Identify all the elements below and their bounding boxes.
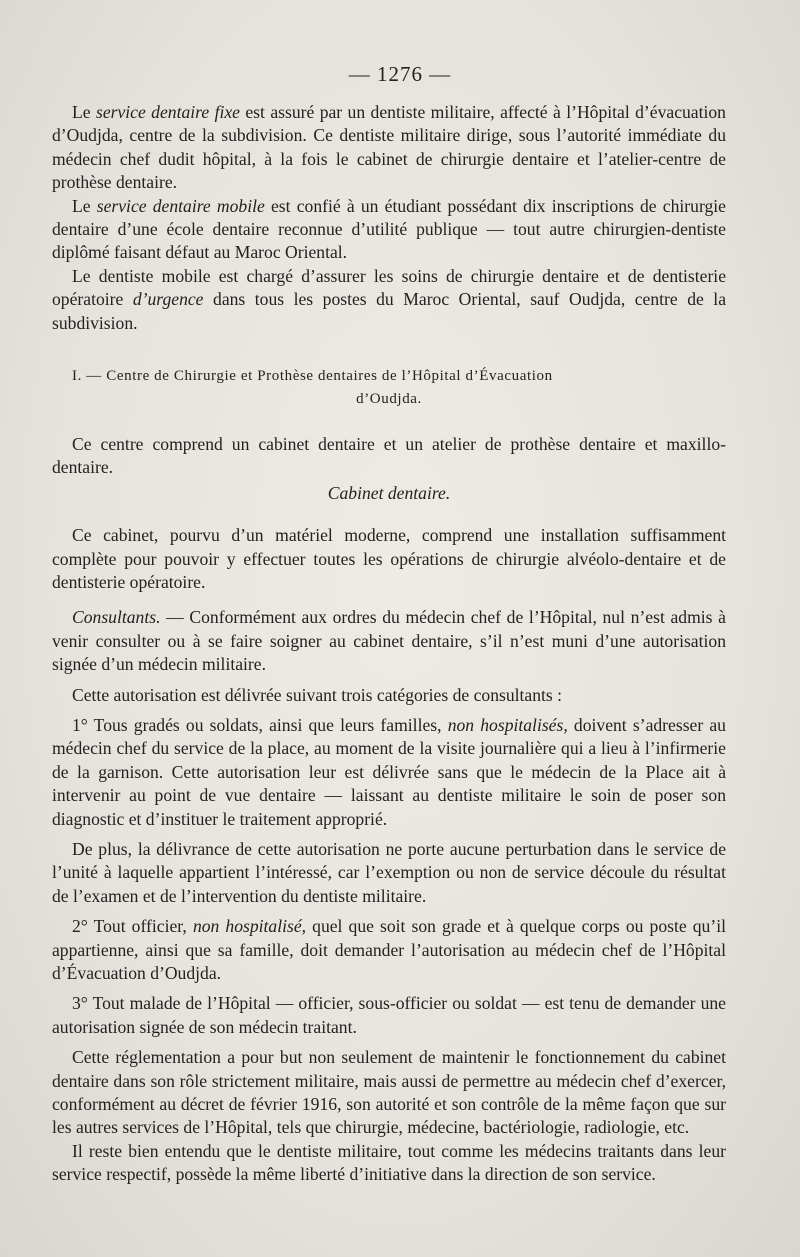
- paragraph-service-mobile: Le service dentaire mobile est confié à un étudiant possédant dix inscriptions de chirurgie dentaire d’une école dentaire reconnue d’utilité publique — tout autre chirurgien-dentiste diplômé faisant défaut au Maroc Oriental.: [52, 195, 726, 263]
- section-heading: I. — Centre de Chirurgie et Prothèse dentaires de l’Hôpital d’Évacuation d’Oudjda.: [72, 368, 553, 408]
- paragraph-dentiste-mobile: Le dentiste mobile est chargé d’assurer les soins de chirurgie dentaire et de dentisterie opératoire d’urgence dans tous les postes du Maroc Oriental, sauf Oudjda, centre de la subdivision.: [52, 265, 726, 333]
- paragraph-categories: Cette autorisation est délivrée suivant trois catégories de consultants :: [72, 684, 563, 705]
- emphasis: non hospitalisé,: [192, 916, 307, 937]
- paragraph-cabinet: Ce cabinet, pourvu d’un matériel moderne, comprend une installation suffisamment complète pour pouvoir y effectuer toutes les opérations de chirurgie alvéolo-dentaire et de dentisterie opératoire.: [52, 525, 726, 592]
- paragraph-de-plus: De plus, la délivrance de cette autorisation ne porte aucune perturbation dans le service de l’unité à laquelle appartient l’intéressé, car l’exemption ou non de service découle du résultat de l’examen et de l’intervention du dentiste militaire.: [52, 838, 726, 906]
- emphasis: non hospitalisés,: [447, 714, 568, 735]
- category-3: 3° Tout malade de l’Hôpital — officier, sous-officier ou soldat — est tenu de demander une autorisation signée de son médecin traitant.: [52, 993, 726, 1037]
- subheading-cabinet-dentaire: Cabinet dentaire.: [327, 482, 451, 503]
- category-2: 2° Tout officier, non hospitalisé, quel que soit son grade et à quelque corps ou poste qu’il appartienne, ainsi que sa famille, doit demander l’autorisation au médecin chef de l’Hôpital d’Évacuation d’Oudjda.: [52, 916, 726, 983]
- emphasis: d’urgence: [132, 289, 204, 310]
- paragraph-reglementation: Cette réglementation a pour but non seulement de maintenir le fonctionnement du cabinet dentaire dans son rôle strictement militaire, mais aussi de permettre au médecin chef d’exercer, conformément au décret de février 1916, son autorité et son contrôle de la même façon que sur les autres services de l’Hôpital, tels que chirurgie, médecine, bactériologie, radiologie, etc.: [52, 1047, 726, 1138]
- section-intro: Ce centre comprend un cabinet dentaire et un atelier de prothèse dentaire et maxillo-dentaire.: [52, 433, 726, 478]
- paragraph-final: Il reste bien entendu que le dentiste militaire, tout comme les médecins traitants dans leur service respectif, possède la même liberté d’initiative dans la direction de son service.: [52, 1140, 726, 1185]
- paragraph-service-fixe: Le service dentaire fixe est assuré par un dentiste militaire, affecté à l’Hôpital d’évacuation d’Oudjda, centre de la subdivision. Ce dentiste militaire dirige, sous l’autorité immédiate du médecin chef dudit hôpital, à la fois le cabinet de chirurgie dentaire et l’atelier-centre de prothèse dentaire.: [52, 102, 726, 193]
- category-1: 1° Tous gradés ou soldats, ainsi que leurs familles, non hospitalisés, doivent s’adresser au médecin chef du service de la place, au moment de la visite journalière qui a lieu à l’infirmerie de la garnison. Cette autorisation leur est délivrée sans que le médecin de la Place ait à intervenir au point de vue dentaire — laissant au dentiste militaire le soin de poser son diagnostic et d’instituer le traitement approprié.: [52, 714, 726, 829]
- body-text: [52, 101, 726, 1187]
- page-number: — 1276 —: [348, 62, 452, 86]
- label-consultants: Consultants.: [72, 607, 161, 628]
- emphasis: service dentaire mobile: [96, 195, 265, 216]
- paragraph-consultants: Consultants. — Conformément aux ordres du médecin chef de l’Hôpital, nul n’est admis à venir consulter ou à se faire soigner au cabinet dentaire, s’il n’est muni d’une autorisation signée d’un médecin militaire.: [52, 607, 726, 675]
- emphasis: service dentaire fixe: [95, 102, 240, 122]
